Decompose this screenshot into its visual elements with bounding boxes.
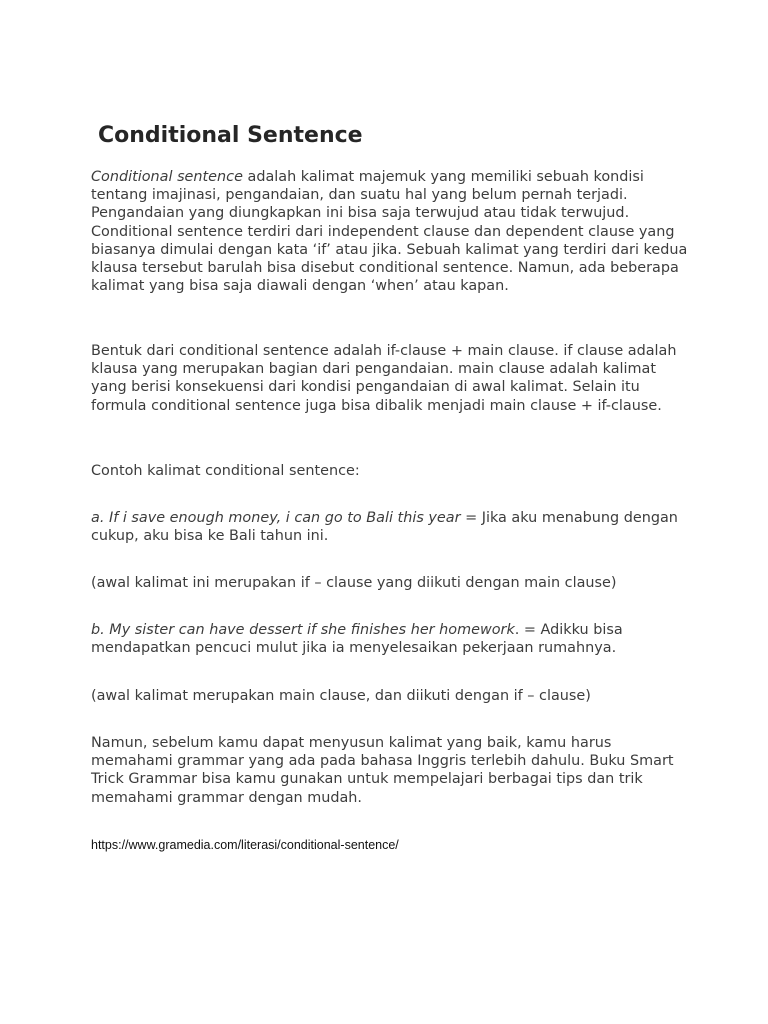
example-b (91, 621, 691, 657)
example-b-sentence: b. My sister can have dessert if she finishes her homework (91, 622, 515, 638)
closing-paragraph: Namun, sebelum kamu dapat menyusun kalimat yang baik, kamu harus memahami grammar yang ada pada bahasa Inggris terlebih dahulu. Buku Smart Trick Grammar bisa kamu gunakan untuk mempelajari berbagai tips dan trik memahami grammar dengan mudah. (91, 735, 674, 806)
definition-paragraph (91, 168, 691, 295)
italic-term: Conditional sentence (91, 169, 243, 185)
example-a-note: (awal kalimat ini merupakan if – clause yang diikuti dengan main clause) (91, 575, 617, 591)
definition-text: adalah kalimat majemuk yang memiliki sebuah kondisi tentang imajinasi, pengandaian, dan suatu hal yang belum pernah terjadi. Pengandaian yang diungkapkan ini bisa saja terwujud atau tidak terwujud. Conditional sentence terdiri dari independent clause dan dependent clause yang biasanya dimulai dengan kata ‘if’ atau jika. Sebuah kalimat yang terdiri dari kedua klausa tersebut barulah bisa disebut conditional sentence. Namun, ada beberapa kalimat yang bisa saja diawali dengan ‘when’ atau kapan. (91, 169, 688, 295)
example-b-note: (awal kalimat merupakan main clause, dan diikuti dengan if – clause) (91, 688, 591, 704)
example-b-translation: . = Adikku bisa mendapatkan pencuci mulut jika ia menyelesaikan pekerjaan rumahnya. (91, 622, 623, 657)
examples-intro: Contoh kalimat conditional sentence: (91, 463, 360, 479)
structure-paragraph: Bentuk dari conditional sentence adalah if-clause + main clause. if clause adalah klausa yang merupakan bagian dari pengandaian. main clause adalah kalimat yang berisi konsekuensi dari kondisi pengandaian di awal kalimat. Selain itu formula conditional sentence juga bisa dibalik menjadi main clause + if-clause. (91, 343, 677, 414)
example-a-translation: = Jika aku menabung dengan cukup, aku bisa ke Bali tahun ini. (91, 510, 678, 545)
example-a (91, 509, 691, 545)
example-a-sentence: a. If i save enough money, i can go to Bali this year (91, 510, 461, 526)
page-title: Conditional Sentence (98, 123, 363, 148)
source-url: https://www.gramedia.com/literasi/conditional-sentence/ (91, 838, 399, 852)
